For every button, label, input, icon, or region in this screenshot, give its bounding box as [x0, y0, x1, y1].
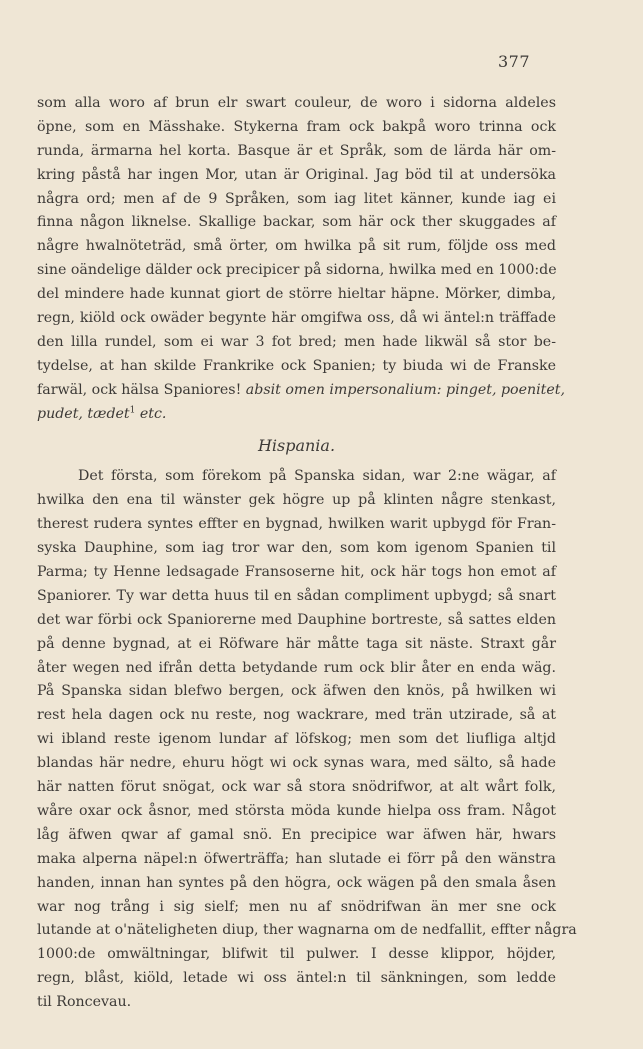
- text-line: wi ibland reste igenom lundar af löfskog; men som det liufliga altjd: [37, 731, 556, 748]
- text-line: regn, blåst, kiöld, letade wi oss äntel:n til sänkningen, som ledde: [37, 970, 556, 987]
- text-line: wåre oxar ock åsnor, med största möda kunde hielpa oss fram. Något: [37, 802, 556, 819]
- text-line: här natten förut snögat, ock war så stora snödrifwor, at alt wårt folk,: [37, 779, 556, 796]
- page-number: 377: [497, 52, 530, 71]
- text-line: på denne bygnad, at ei Röfware här måtte taga sit näste. Straxt går: [37, 635, 556, 652]
- text-line: den lilla rundel, som ei war 3 fot bred; men hade likwäl så stor be-: [37, 333, 556, 350]
- text-line: det war förbi ock Spaniorerne med Dauphine bortreste, så sattes elden: [37, 611, 556, 628]
- latin-phrase: absit omen impersonalium: pinget, poenitet,: [245, 381, 565, 398]
- text-line: [37, 403, 556, 427]
- paragraph-2: [37, 465, 577, 1014]
- text-line: Spaniorer. Ty war detta huus til en sådan compliment upbygd; så snart: [37, 587, 556, 604]
- text-line: åter wegen ned ifrån detta betydande rum ock blir åter en enda wäg.: [37, 659, 556, 676]
- text-line: någre hwalnöteträd, små örter, om hwilka på sit rum, följde oss med: [37, 238, 556, 255]
- text-line: til Roncevau.: [37, 994, 132, 1011]
- text-line: På Spanska sidan blefwo bergen, ock äfwen den knös, på hwilken wi: [37, 683, 556, 700]
- text-line: finna någon liknelse. Skallige backar, som här ock ther skuggades af: [37, 214, 556, 231]
- text-line: sine oändelige dälder ock precipicer på sidorna, hwilka med en 1000:de: [37, 262, 557, 279]
- text-line: öpne, som en Mässhake. Stykerna fram ock bakpå woro trinna ock: [37, 118, 556, 135]
- text-line: maka alperna näpel:n öfwerträffa; han slutade ei förr på den wänstra: [37, 850, 556, 867]
- text-line: Parma; ty Henne ledsagade Fransoserne hit, ock här togs hon emot af: [37, 564, 556, 581]
- text-line: kring påstå har ingen Mor, utan är Original. Jag böd til at undersöka: [37, 166, 556, 183]
- text-line: som alla woro af brun elr swart couleur, de woro i sidorna aldeles: [37, 95, 556, 111]
- etc-abbreviation: etc.: [139, 405, 167, 422]
- latin-phrase: pudet, tædet: [37, 405, 130, 422]
- text-line: Det första, som förekom på Spanska sidan, war 2:ne wägar, af: [78, 468, 556, 485]
- text-line: lutande at o'näteligheten diup, ther wagnarna om de nedfallit, effter några: [37, 922, 577, 939]
- text-line: [37, 379, 565, 403]
- text-line: war nog trång i sig sielf; men nu af snödrifwan än mer sne ock: [37, 898, 556, 915]
- text-line: runda, ärmarna hel korta. Basque är et Språk, som de lärda här om-: [37, 142, 556, 159]
- text-line: therest rudera syntes effter en bygnad, hwilken warit upbygd för Fran-: [37, 516, 556, 533]
- text-line: handen, innan han syntes på den högra, ock wägen på den smala åsen: [37, 874, 556, 891]
- text-line: rest hela dagen ock nu reste, nog wackrare, med trän utzirade, så at: [37, 707, 556, 724]
- footnote-marker: 1: [129, 404, 136, 415]
- paragraph-1: [37, 92, 565, 426]
- body-text: [37, 92, 577, 1015]
- text-line: regn, kiöld ock owäder begynte här omgifwa oss, då wi äntel:n träffade: [37, 310, 556, 327]
- text-line: 1000:de omwältningar, blifwit til pulwer. I desse klippor, höjder,: [37, 946, 556, 963]
- text-line: några ord; men af de 9 Språken, som iag litet känner, kunde iag ei: [37, 190, 556, 207]
- text-line: tydelse, at han skilde Frankrike ock Spanien; ty biuda wi de Franske: [37, 357, 556, 374]
- section-heading: Hispania.: [257, 436, 336, 456]
- text-line: del mindere hade kunnat giort de större hieltar häpne. Mörker, dimba,: [37, 286, 556, 303]
- text-run: farwäl, ock hälsa Spaniores!: [37, 381, 242, 398]
- text-line: blandas här nedre, ehuru högt wi ock synas wara, med sälto, så hade: [37, 755, 556, 772]
- text-line: syska Dauphine, som iag tror war den, som kom igenom Spanien til: [37, 540, 556, 557]
- text-line: låg äfwen qwar af gamal snö. En precipice war äfwen här, hwars: [37, 826, 556, 843]
- text-line: hwilka den ena til wänster gek högre up på klinten någre stenkast,: [37, 492, 556, 509]
